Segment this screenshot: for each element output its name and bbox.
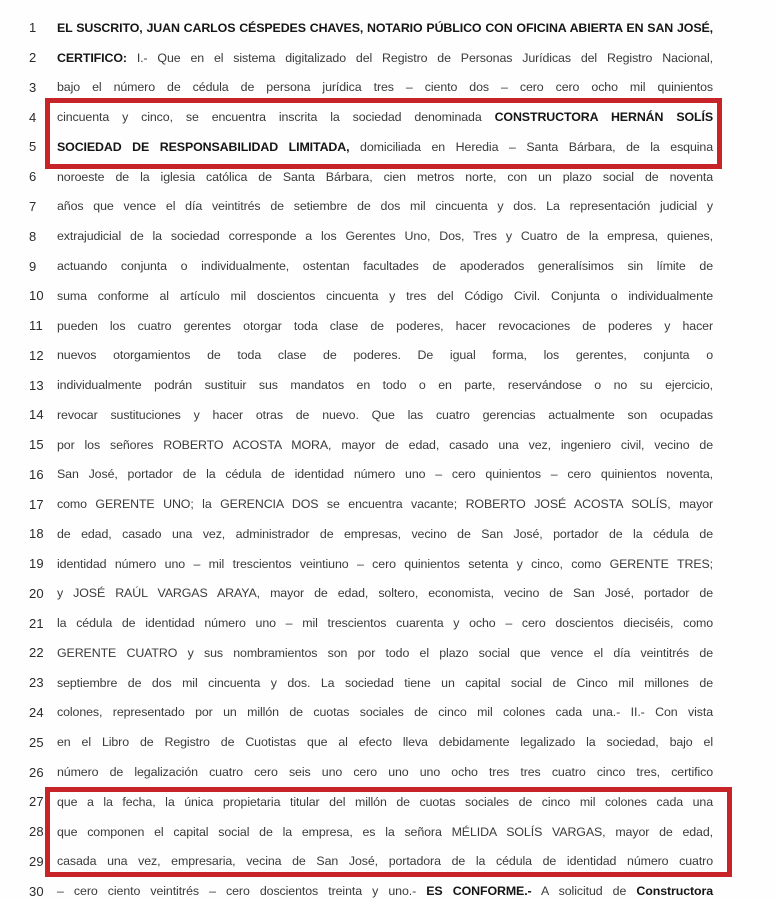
line-text [57, 348, 713, 362]
line-text [57, 319, 713, 333]
text-segment: colones, representado por un millón de cuotas sociales de cinco mil colones cada una.- II.- Con vista [57, 705, 713, 720]
document-line [0, 192, 777, 222]
document-line [0, 132, 777, 162]
document-line [0, 489, 777, 519]
line-number: 17 [29, 496, 44, 512]
line-text [57, 884, 713, 898]
text-segment: individualmente podrán sustituir sus mandatos en todo o en parte, reservándose o no su ejercicio, [57, 378, 713, 393]
text-segment: septiembre de dos mil cincuenta y dos. La sociedad tiene un capital social de Cinco mil millones de [57, 675, 713, 690]
text-segment: bajo el número de cédula de persona jurídica tres – ciento dos – cero cero ocho mil quinientos [57, 80, 713, 95]
line-number: 30 [29, 883, 44, 899]
document-line [0, 430, 777, 460]
text-segment: en el Libro de Registro de Cuotistas que al efecto lleva debidamente legalizado la sociedad, bajo el [57, 735, 713, 750]
line-number: 18 [29, 526, 44, 542]
line-number: 7 [29, 198, 37, 214]
line-text [57, 467, 713, 481]
line-text [57, 229, 713, 243]
document-line [0, 102, 777, 132]
text-segment: nuevos otorgamientos de toda clase de poderes. De igual forma, los gerentes, conjunta o [57, 348, 713, 363]
emphasized-text-segment: EL SUSCRITO, JUAN CARLOS CÉSPEDES CHAVES, NOTARIO PÚBLICO CON OFICINA ABIERTA EN SAN JOSÉ, [57, 20, 713, 35]
line-text [57, 676, 713, 690]
line-text [57, 765, 713, 779]
line-number: 23 [29, 675, 44, 691]
text-segment: actuando conjunta o individualmente, ostentan facultades de apoderados generalísimos sin límite de [57, 259, 713, 273]
line-number: 16 [29, 466, 44, 482]
line-text [57, 408, 713, 422]
text-segment: suma conforme al artículo mil doscientos cincuenta y tres del Código Civil. Conjunta o individualmente [57, 288, 713, 303]
document-line [0, 579, 777, 609]
document-line [0, 459, 777, 489]
text-segment: revocar sustituciones y hacer otras de nuevo. Que las cuatro gerencias actualmente son ocupadas [57, 407, 713, 422]
text-segment: San José, portador de la cédula de identidad número uno – cero quinientos – cero quinientos noventa, [57, 467, 713, 482]
line-text [57, 378, 713, 392]
line-text [57, 438, 713, 452]
text-segment: y JOSÉ RAÚL VARGAS ARAYA, mayor de edad, soltero, economista, vecino de San José, portador de [57, 586, 713, 601]
text-segment: noroeste de la iglesia católica de Santa Bárbara, cien metros norte, con un plazo social de noventa [57, 169, 713, 184]
text-segment: que componen el capital social de la empresa, es la señora MÉLIDA SOLÍS VARGAS, mayor de edad, [57, 824, 713, 839]
text-segment: de edad, casado una vez, administrador de empresas, vecino de San José, portador de la cédula de [57, 526, 713, 541]
line-text [57, 51, 713, 65]
text-segment: A solicitud de [531, 884, 637, 899]
line-number: 13 [29, 377, 44, 393]
line-number: 10 [29, 288, 44, 304]
emphasized-text-segment: Constructora [636, 884, 713, 899]
line-text [57, 497, 713, 511]
document-line [0, 787, 777, 817]
line-number: 19 [29, 556, 44, 572]
line-number: 12 [29, 347, 44, 363]
line-text [57, 199, 713, 213]
line-number: 4 [29, 109, 37, 125]
text-segment: pueden los cuatro gerentes otorgar toda clase de poderes, hacer revocaciones de poderes y hacer [57, 318, 713, 333]
text-segment: extrajudicial de la sociedad corresponde a los Gerentes Uno, Dos, Tres y Cuatro de la empresa, quienes, [57, 229, 713, 244]
emphasized-text-segment: CONSTRUCTORA HERNÁN SOLÍS [494, 110, 713, 125]
line-text [57, 586, 713, 600]
text-segment: la cédula de identidad número uno – mil trescientos cuarenta y ocho – cero doscientos dieciséis, como [57, 616, 713, 631]
document-line [0, 400, 777, 430]
line-text [57, 110, 713, 124]
document-line [0, 876, 777, 901]
document-line [0, 162, 777, 192]
document-text-block [0, 13, 777, 901]
line-number: 25 [29, 734, 44, 750]
line-number: 5 [29, 139, 37, 155]
line-number: 6 [29, 169, 37, 185]
document-line [0, 73, 777, 103]
document-line [0, 13, 777, 43]
line-number: 14 [29, 407, 44, 423]
line-text [57, 795, 713, 809]
line-number: 3 [29, 79, 37, 95]
line-number: 11 [29, 318, 43, 334]
text-segment: número de legalización cuatro cero seis uno cero uno uno ocho tres tres cuatro cinco tres, certifico [57, 765, 713, 780]
document-line [0, 311, 777, 341]
line-text [57, 854, 713, 868]
text-segment: casada una vez, empresaria, vecina de San José, portadora de la cédula de identidad número cuatro [57, 854, 713, 869]
document-line [0, 519, 777, 549]
text-segment: como GERENTE UNO; la GERENCIA DOS se encuentra vacante; ROBERTO JOSÉ ACOSTA SOLÍS, mayor [57, 497, 713, 512]
line-number: 27 [29, 794, 44, 810]
line-number: 28 [29, 824, 44, 840]
line-text [57, 646, 713, 660]
line-text [57, 735, 713, 749]
text-segment: años que vence el día veintitrés de setiembre de dos mil cincuenta y dos. La representación judicial y [57, 199, 713, 214]
text-segment: por los señores ROBERTO ACOSTA MORA, mayor de edad, casado una vez, ingeniero civil, vecino de [57, 437, 713, 452]
emphasized-text-segment: SOCIEDAD DE RESPONSABILIDAD LIMITADA, [57, 139, 350, 154]
line-text [57, 21, 713, 35]
document-line [0, 340, 777, 370]
document-line [0, 221, 777, 251]
line-number: 22 [29, 645, 44, 661]
text-segment: cincuenta y cinco, se encuentra inscrita la sociedad denominada [57, 110, 495, 125]
document-line [0, 668, 777, 698]
document-line [0, 846, 777, 876]
document-line [0, 281, 777, 311]
line-number: 2 [29, 50, 37, 66]
line-number: 15 [29, 437, 44, 453]
text-segment: identidad número uno – mil trescientos veintiuno – cero quinientos setenta y cinco, como GERENTE TRES; [57, 556, 713, 571]
text-segment: domiciliada en Heredia – Santa Bárbara, de la esquina [349, 139, 713, 154]
line-number: 1 [29, 20, 37, 36]
document-line [0, 608, 777, 638]
text-segment: que a la fecha, la única propietaria titular del millón de cuotas sociales de cinco mil colones cada una [57, 794, 713, 809]
line-number: 21 [29, 615, 44, 631]
document-line [0, 43, 777, 73]
line-number: 8 [29, 228, 37, 244]
line-text [57, 527, 713, 541]
line-number: 26 [29, 764, 44, 780]
line-text [57, 259, 713, 273]
text-segment: I.- Que en el sistema digitalizado del Registro de Personas Jurídicas del Registro Nacional, [136, 50, 713, 65]
document-line [0, 549, 777, 579]
line-number: 24 [29, 704, 44, 720]
document-line [0, 698, 777, 728]
emphasized-text-segment: CERTIFICO: [57, 50, 137, 65]
line-text [57, 616, 713, 630]
line-text [57, 557, 713, 571]
line-number: 20 [29, 585, 44, 601]
line-text [57, 825, 713, 839]
line-text [57, 289, 713, 303]
line-number: 29 [29, 853, 44, 869]
line-text [57, 170, 713, 184]
document-line [0, 727, 777, 757]
line-text [57, 705, 713, 719]
line-number: 9 [29, 258, 37, 274]
document-line [0, 817, 777, 847]
text-segment: – cero ciento veintitrés – cero doscientos treinta y uno.- [57, 884, 427, 899]
line-text [57, 140, 713, 154]
text-segment: GERENTE CUATRO y sus nombramientos son por todo el plazo social que vence el día veintitrés de [57, 645, 713, 660]
document-line [0, 251, 777, 281]
document-line [0, 638, 777, 668]
document-line [0, 370, 777, 400]
document-line [0, 757, 777, 787]
emphasized-text-segment: ES CONFORME.- [426, 884, 532, 899]
line-text [57, 80, 713, 94]
